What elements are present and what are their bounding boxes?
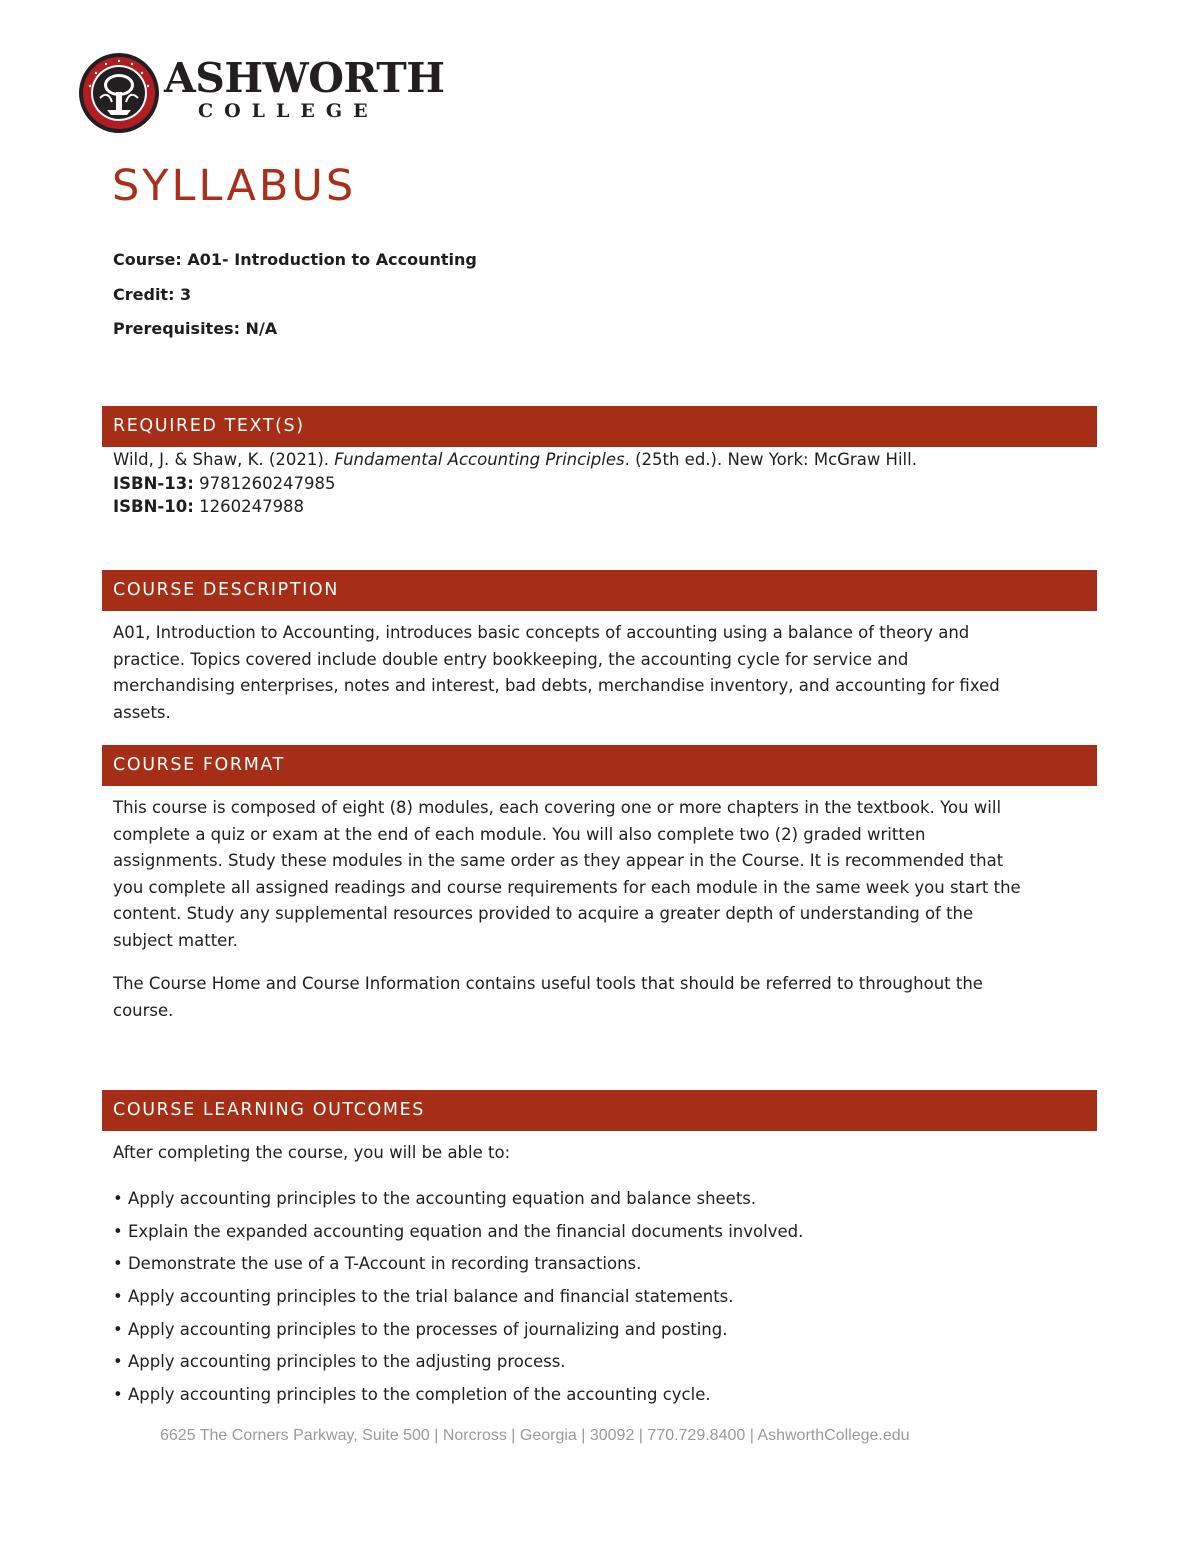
prerequisites-line (113, 317, 477, 352)
format-line: assignments. Study these modules in the same order as they appear in the Course. It is recommended that (113, 851, 1004, 870)
format-line: you complete all assigned readings and course requirements for each module in the same week you start the (113, 877, 1021, 897)
learning-outcomes-intro: After completing the course, you will be able to: (113, 1143, 511, 1162)
section-heading-learning-outcomes: COURSE LEARNING OUTCOMES (102, 1090, 1097, 1131)
isbn13-value: 9781260247985 (199, 473, 336, 493)
list-item: • Apply accounting principles to the adjusting process. (113, 1352, 566, 1372)
required-texts-body (113, 448, 1088, 519)
format-line: subject matter. (113, 930, 238, 950)
isbn10-value: 1260247988 (199, 497, 305, 516)
course-description-body (113, 620, 1088, 726)
page-title: SYLLABUS (112, 161, 357, 211)
description-line: A01, Introduction to Accounting, introduces basic concepts of accounting using a balance of theory and (113, 623, 970, 642)
textbook-citation (113, 448, 1088, 472)
course-value: A01- Introduction to Accounting (187, 250, 477, 269)
description-line: assets. (113, 702, 171, 722)
section-heading-course-description: COURSE DESCRIPTION (102, 570, 1097, 611)
credit-line (113, 283, 477, 318)
course-label: Course: (113, 250, 182, 269)
college-logo (78, 52, 445, 136)
format-line: This course is composed of eight (8) modules, each covering one or more chapters in the textbook. You will (113, 798, 1002, 817)
format-line: The Course Home and Course Information contains useful tools that should be referred to throughout the (113, 974, 983, 993)
isbn13-line (113, 472, 1088, 496)
course-format-paragraph-1 (113, 795, 1088, 954)
description-line: practice. Topics covered include double entry bookkeeping, the accounting cycle for service and (113, 649, 909, 669)
format-line: content. Study any supplemental resources provided to acquire a greater depth of understanding of the (113, 904, 974, 923)
course-line (113, 248, 477, 283)
logo-wordmark-top: ASHWORTH (164, 54, 445, 102)
format-line: complete a quiz or exam at the end of each module. You will also complete two (2) graded written (113, 824, 926, 844)
credit-value: 3 (180, 284, 192, 304)
isbn10-label: ISBN-10: (113, 497, 194, 516)
learning-outcomes-list (113, 1186, 1088, 1415)
credit-label: Credit: (113, 284, 175, 304)
citation-title: Fundamental Accounting Principles (334, 450, 625, 469)
list-item: • Apply accounting principles to the accounting equation and balance sheets. (113, 1189, 757, 1208)
college-seal-icon (78, 52, 160, 134)
section-heading-required-texts: REQUIRED TEXT(S) (102, 406, 1097, 447)
citation-authors: Wild, J. & Shaw, K. (2021). (113, 450, 335, 469)
list-item: • Apply accounting principles to the completion of the accounting cycle. (113, 1385, 711, 1405)
course-meta (113, 248, 477, 352)
list-item: • Apply accounting principles to the processes of journalizing and posting. (113, 1319, 728, 1339)
prerequisites-label: Prerequisites: (113, 319, 240, 338)
citation-publisher: . (25th ed.). New York: McGraw Hill. (624, 450, 917, 469)
list-item: • Explain the expanded accounting equation and the financial documents involved. (113, 1221, 804, 1241)
isbn10-line (113, 495, 1088, 519)
course-format-paragraph-2 (113, 971, 1088, 1024)
prerequisites-value: N/A (245, 319, 278, 338)
format-line: course. (113, 1000, 174, 1020)
page-footer: 6625 The Corners Parkway, Suite 500 | Norcross | Georgia | 30092 | 770.729.8400 | AshworthCollege.edu (160, 1427, 910, 1444)
list-item: • Apply accounting principles to the trial balance and financial statements. (113, 1287, 734, 1307)
list-item: • Demonstrate the use of a T-Account in recording transactions. (113, 1254, 642, 1274)
logo-wordmark-bottom: COLLEGE (198, 100, 379, 122)
section-heading-course-format: COURSE FORMAT (102, 745, 1097, 786)
isbn13-label: ISBN-13: (113, 473, 194, 493)
description-line: merchandising enterprises, notes and interest, bad debts, merchandise inventory, and accounting for fixed (113, 676, 1000, 695)
